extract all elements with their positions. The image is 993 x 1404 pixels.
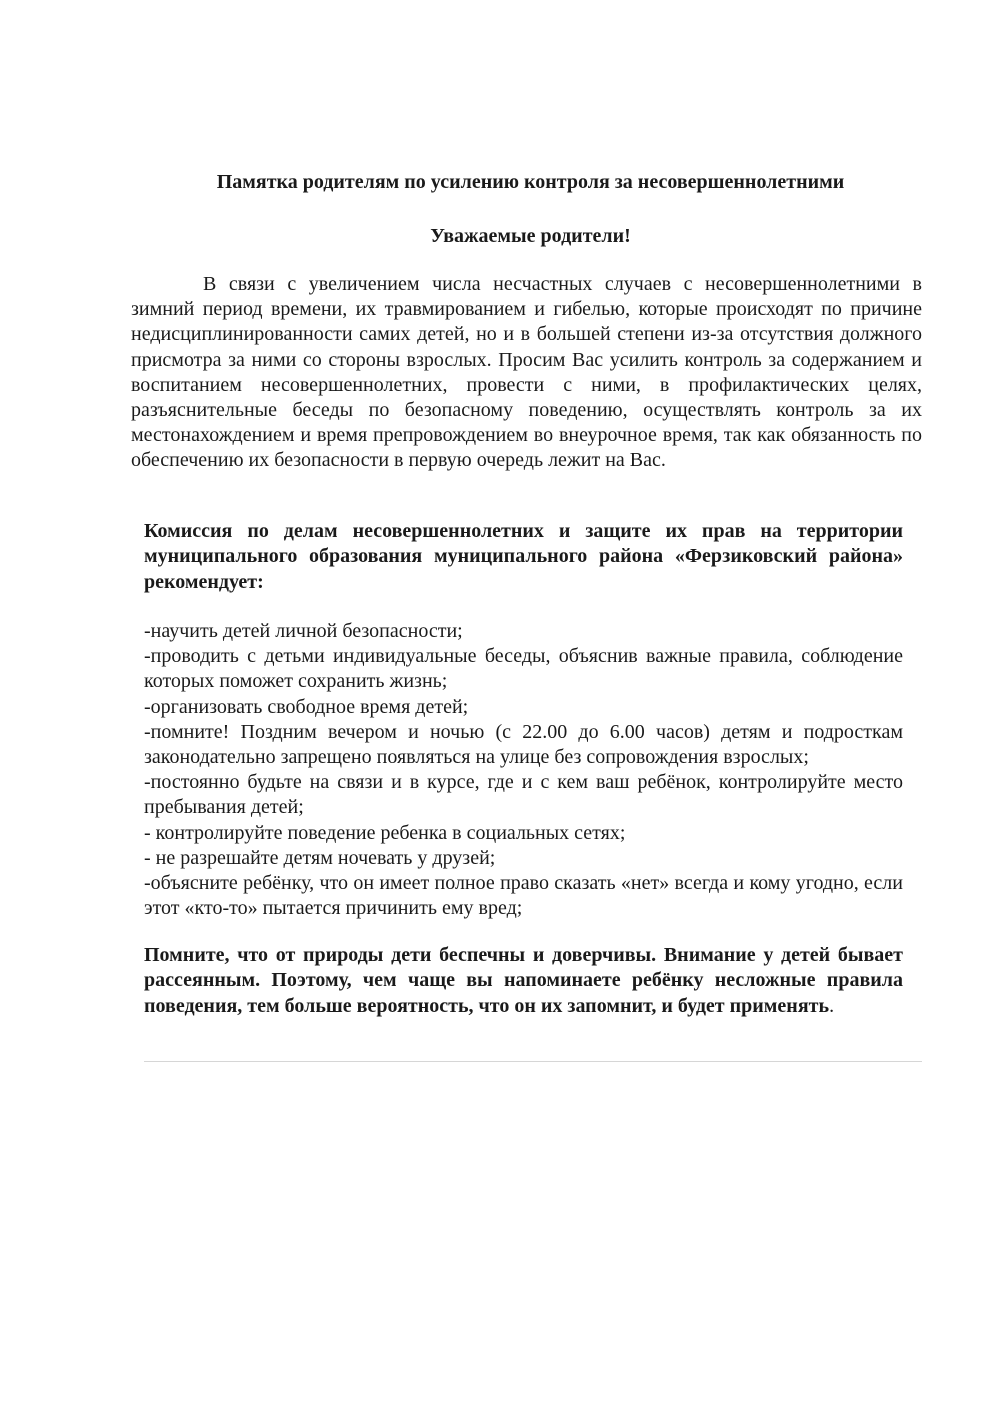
recommendation-item: - не разрешайте детям ночевать у друзей;: [144, 846, 496, 869]
recommendation-item: -проводить с детьми индивидуальные беседы, объяснив важные правила, соблюдение которых поможет сохранить жизнь;: [144, 645, 903, 693]
recommendation-item: -объясните ребёнку, что он имеет полное право сказать «нет» всегда и кому угодно, если этот «кто-то» пытается причинить ему вред;: [144, 872, 903, 920]
recommendation-item: -постоянно будьте на связи и в курсе, где и с кем ваш ребёнок, контролируйте место пребывания детей;: [144, 771, 903, 819]
closing-paragraph: [144, 943, 903, 1019]
recommendations-list: [144, 619, 903, 921]
closing-bold-text: Помните, что от природы дети беспечны и доверчивы. Внимание у детей бывает рассеянным. Поэтому, чем чаще вы напоминаете ребёнку несложные правила поведения, тем больше вероятность, что он их запомнит, и будет применять: [144, 944, 903, 1017]
intro-paragraph: В связи с увеличением числа несчастных случаев с несовершеннолетними в зимний период времени, их травмированием и гибелью, которые происходят по причине недисциплинированности самих детей, но и в большей степени из-за отсутствия должного присмотра за ними со стороны взрослых. Просим Вас усилить контроль за содержанием и воспитанием несовершеннолетних, провести с ними, в профилактических целях, разъяснительные беседы по безопасному поведению, осуществлять контроль за их местонахождением и время препровождением во внеурочное время, так как обязанность по обеспечению их безопасности в первую очередь лежит на Вас.: [131, 273, 922, 472]
closing-period: .: [829, 994, 835, 1017]
recommendation-item: -научить детей личной безопасности;: [144, 620, 463, 642]
greeting: Уважаемые родители!: [430, 225, 631, 247]
recommendation-item: - контролируйте поведение ребенка в социальных сетях;: [144, 821, 626, 844]
bottom-divider: [144, 1061, 922, 1062]
commission-statement: Комиссия по делам несовершеннолетних и защите их прав на территории муниципального образования муниципального района «Ферзиковский района» рекомендует:: [144, 520, 903, 593]
recommendation-item: -организовать свободное время детей;: [144, 695, 469, 718]
page-title: Памятка родителям по усилению контроля за несовершеннолетними: [216, 171, 845, 193]
recommendation-item: -помните! Поздним вечером и ночью (с 22.00 до 6.00 часов) детям и подросткам законодательно запрещено появляться на улице без сопровождения взрослых;: [144, 720, 903, 769]
